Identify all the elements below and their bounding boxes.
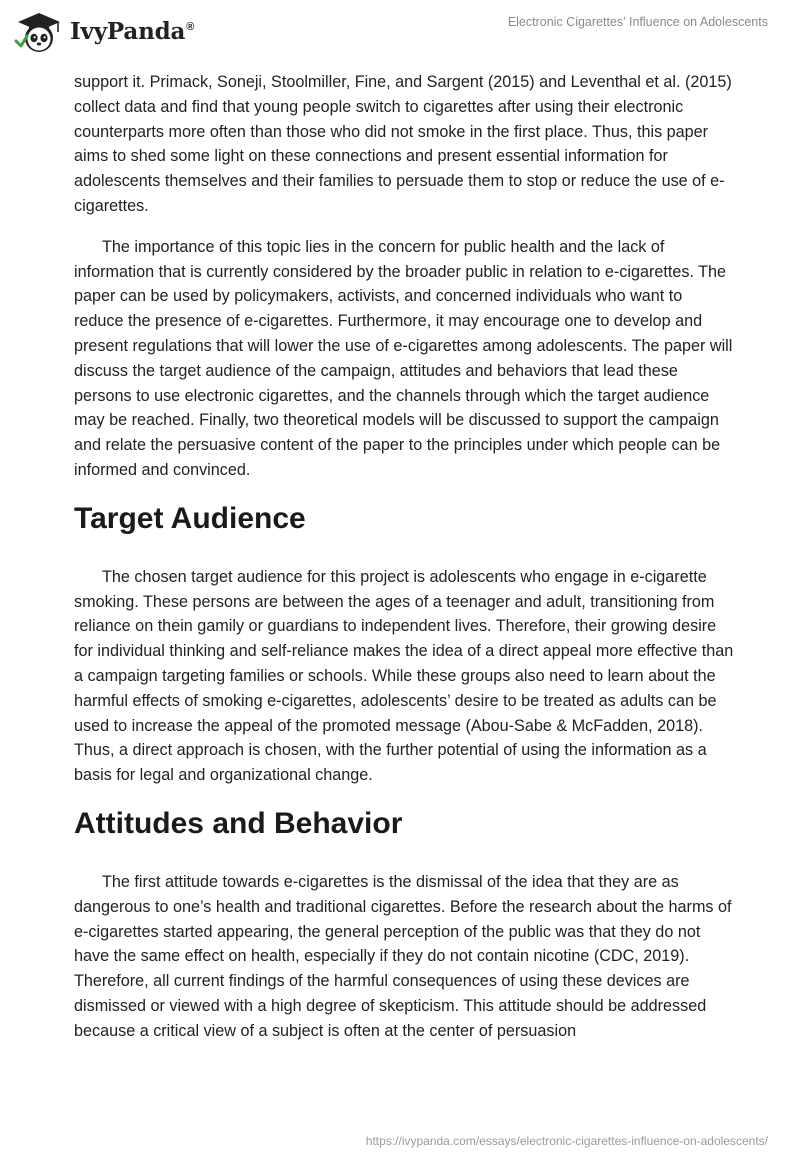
- paragraph-2: The importance of this topic lies in the concern for public health and the lack of information that is currently considered by the broader public in relation to e-cigarettes. The paper can be used by policymakers, activists, and concerned individuals who want to reduce the presence of e-cigarettes. Furthermore, it may encourage one to develop and present regulations that will lower the use of e-cigarettes among adolescents. The paper will discuss the target audience of the campaign, attitudes and behaviors that lead these persons to use electronic cigarettes, and the channels through which the target audience may be reached. Finally, two theoretical models will be discussed to support the campaign and relate the persuasive content of the paper to the principles under which people can be informed and convinced.: [74, 237, 733, 479]
- essay-content: [74, 70, 734, 1044]
- paragraph-3: The chosen target audience for this project is adolescents who engage in e-cigarette smoking. These persons are between the ages of a teenager and adult, transitioning from reliance on thein gamily or guardians to independent lives. Therefore, their growing desire for individual thinking and self-reliance makes the idea of a direct appeal more effective than a campaign targeting families or schools. While these groups also need to learn about the harmful effects of smoking e-cigarettes, adolescents’ desire to be treated as adults can be used to increase the appeal of the promoted message (Abou-Sabe & McFadden, 2018). Thus, a direct approach is chosen, with the further potential of using the information as a basis for legal and organizational change.: [74, 567, 734, 785]
- document-title: Electronic Cigarettes' Influence on Adolescents: [507, 15, 768, 29]
- registered-mark: ®: [186, 20, 195, 33]
- panda-graduate-icon: [14, 8, 64, 54]
- brand-name: IvyPanda®: [70, 17, 195, 45]
- paragraph-4: The first attitude towards e-cigarettes is the dismissal of the idea that they are as dangerous to one’s health and traditional cigarettes. Before the research about the harms of e-cigarettes started appearing, the general perception of the public was that they do not have the same effect on health, especially if they do not contain nicotine (CDC, 2019). Therefore, all current findings of the harmful consequences of using these devices are dismissed or viewed with a high degree of skepticism. This attitude should be addressed because a critical view of a subject is often at the center of persuasion: [74, 872, 732, 1040]
- paragraph-1: support it. Primack, Soneji, Stoolmiller, Fine, and Sargent (2015) and Leventhal et al. (2015) collect data and find that young people switch to cigarettes after using their electronic counterparts more often than those who did not smoke in the first place. Thus, this paper aims to shed some light on these connections and present essential information for adolescents themselves and their families to persuade them to stop or reduce the use of e-cigarettes.: [74, 73, 732, 215]
- source-url-link[interactable]: https://ivypanda.com/essays/electronic-cigarettes-influence-on-adolescents/: [365, 1134, 768, 1148]
- heading-attitudes-behavior: Attitudes and Behavior: [74, 806, 403, 840]
- ivypanda-logo[interactable]: [14, 8, 194, 54]
- heading-target-audience: Target Audience: [74, 501, 306, 535]
- page-header: [0, 0, 800, 70]
